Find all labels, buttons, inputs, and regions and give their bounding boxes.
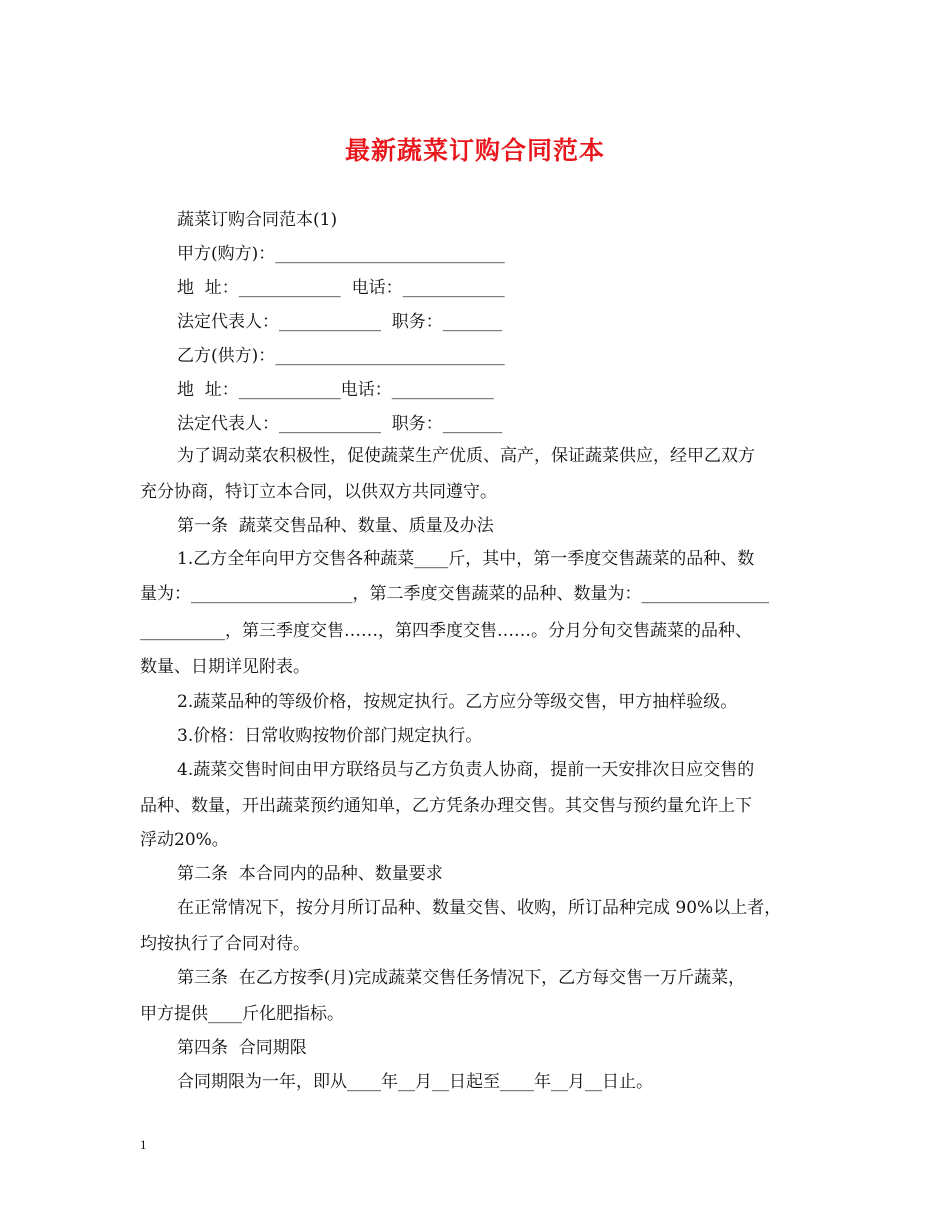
party-a-address-field: 地 址：____________ 电话：____________ [177, 278, 505, 298]
paragraph-line: 在正常情况下，按分月所订品种、数量交售、收购，所订品种完成 90%以上者， [177, 898, 782, 918]
article-heading: 第二条 本合同内的品种、数量要求 [177, 864, 443, 884]
paragraph-line: 1.乙方全年向甲方交售各种蔬菜____斤，其中，第一季度交售蔬菜的品种、数 [177, 549, 755, 569]
party-b-address-field: 地 址：____________电话：____________ [177, 380, 494, 400]
paragraph-line: 合同期限为一年，即从____年__月__日起至____年__月__日止。 [177, 1072, 653, 1092]
contract-subtitle: 蔬菜订购合同范本(1) [177, 210, 338, 230]
paragraph-line: 甲方提供____斤化肥指标。 [140, 1004, 344, 1024]
paragraph-line: 3.价格：日常收购按物价部门规定执行。 [177, 726, 483, 746]
paragraph-line: __________，第三季度交售……，第四季度交售……。分月分旬交售蔬菜的品种、 [140, 621, 752, 641]
article-heading: 第四条 合同期限 [177, 1038, 307, 1058]
article-heading: 第一条 蔬菜交售品种、数量、质量及办法 [177, 516, 494, 536]
document-title: 最新蔬菜订购合同范本 [344, 136, 605, 165]
paragraph-line: 浮动20%。 [140, 830, 229, 850]
paragraph-line: 4.蔬菜交售时间由甲方联络员与乙方负责人协商，提前一天安排次日应交售的 [177, 760, 755, 780]
paragraph-line: 均按执行了合同对待。 [140, 934, 310, 954]
paragraph-line: 充分协商，特订立本合同，以供双方共同遵守。 [140, 482, 497, 502]
party-b-field: 乙方(供方)：___________________________ [177, 346, 505, 366]
article-heading: 第三条 在乙方按季(月)完成蔬菜交售任务情况下，乙方每交售一万斤蔬菜， [177, 968, 746, 988]
party-a-representative: 法定代表人：____________ 职务：_______ [177, 312, 503, 332]
paragraph-line: 2.蔬菜品种的等级价格，按规定执行。乙方应分等级交售，甲方抽样验级。 [177, 692, 738, 712]
paragraph-line: 为了调动菜农积极性，促使蔬菜生产优质、高产，保证蔬菜供应，经甲乙双方 [177, 446, 755, 466]
paragraph-line: 品种、数量，开出蔬菜预约通知单，乙方凭条办理交售。其交售与预约量允许上下 [140, 796, 752, 816]
paragraph-line: 量为：___________________，第二季度交售蔬菜的品种、数量为：_______________ [140, 584, 769, 604]
party-a-field: 甲方(购方)：___________________________ [177, 244, 505, 264]
page-number: 1 [140, 1137, 147, 1152]
paragraph-line: 数量、日期详见附表。 [140, 657, 310, 677]
party-b-representative: 法定代表人：____________ 职务：_______ [177, 414, 503, 434]
